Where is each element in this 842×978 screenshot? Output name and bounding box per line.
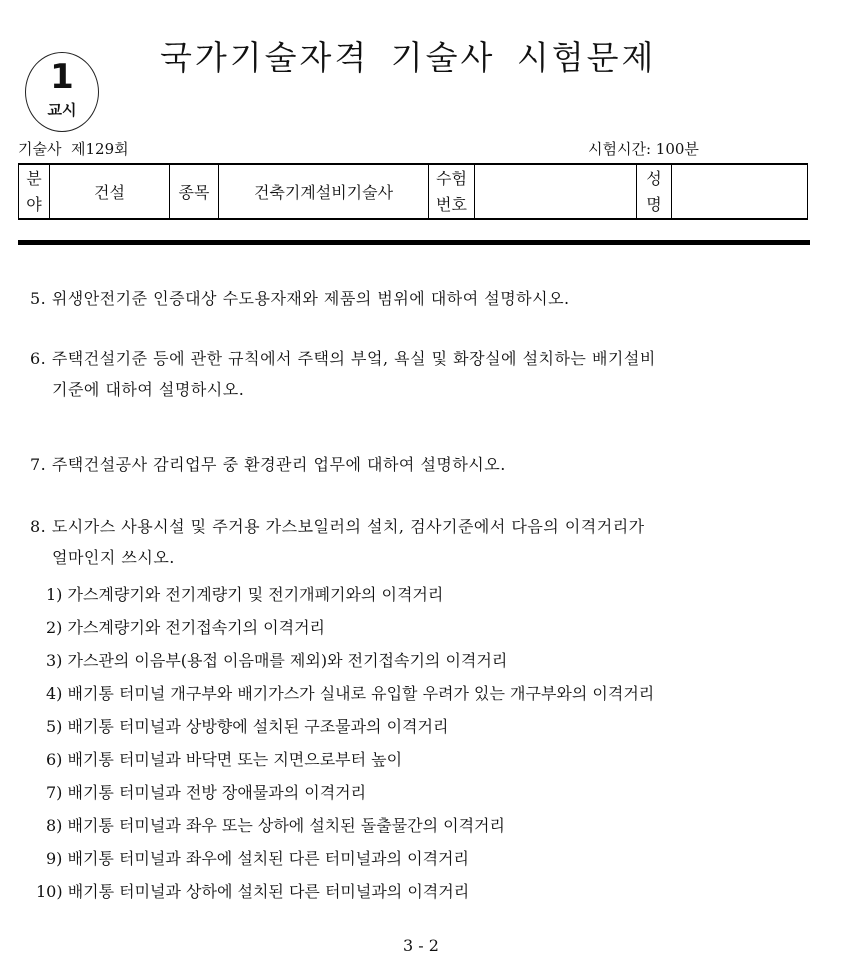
name-label: 성 명 xyxy=(637,164,672,219)
session-badge xyxy=(25,52,99,132)
sub-item: 10) 배기통 터미널과 상하에 설치된 다른 터미널과의 이격거리 xyxy=(36,882,470,901)
field-label: 분 야 xyxy=(19,164,50,219)
exam-time: 시험시간: 100분 xyxy=(588,140,699,158)
sub-item: 7) 배기통 터미널과 전방 장애물과의 이격거리 xyxy=(46,783,367,802)
question-8: 8. 도시가스 사용시설 및 주거용 가스보일러의 설치, 검사기준에서 다음의 이격거리가 xyxy=(30,517,645,536)
sub-item: 8) 배기통 터미널과 좌우 또는 상하에 설치된 돌출물간의 이격거리 xyxy=(46,816,505,835)
sub-item: 2) 가스계량기와 전기접속기의 이격거리 xyxy=(46,618,325,637)
sub-item: 6) 배기통 터미널과 바닥면 또는 지면으로부터 높이 xyxy=(46,750,403,769)
sub-item: 9) 배기통 터미널과 좌우에 설치된 다른 터미널과의 이격거리 xyxy=(46,849,469,868)
exam-no-label: 수험 번호 xyxy=(429,164,475,219)
page-title: 국가기술자격 기술사 시험문제 xyxy=(160,38,657,77)
page-number: 3 - 2 xyxy=(403,936,439,955)
sub-item: 3) 가스관의 이음부(용접 이음매를 제외)와 전기접속기의 이격거리 xyxy=(46,651,508,670)
category-value: 건축기계설비기술사 xyxy=(219,164,429,219)
name-value[interactable] xyxy=(672,164,808,219)
question-6-cont: 기준에 대하여 설명하시오. xyxy=(52,380,245,399)
exam-round: 기술사 제129회 xyxy=(18,140,129,158)
question-7: 7. 주택건설공사 감리업무 중 환경관리 업무에 대하여 설명하시오. xyxy=(30,455,506,474)
sub-item: 1) 가스계량기와 전기계량기 및 전기개폐기와의 이격거리 xyxy=(46,585,444,604)
sub-item: 4) 배기통 터미널 개구부와 배기가스가 실내로 유입할 우려가 있는 개구부와의 이격거리 xyxy=(46,684,655,703)
category-label: 종목 xyxy=(170,164,219,219)
sub-item: 5) 배기통 터미널과 상방향에 설치된 구조물과의 이격거리 xyxy=(46,717,449,736)
field-value: 건설 xyxy=(50,164,170,219)
session-number: 1 xyxy=(50,57,74,97)
session-label: 교시 xyxy=(47,101,77,119)
question-5: 5. 위생안전기준 인증대상 수도용자재와 제품의 범위에 대하여 설명하시오. xyxy=(30,289,570,308)
exam-no-value[interactable] xyxy=(475,164,637,219)
divider xyxy=(18,240,810,245)
question-8-cont: 얼마인지 쓰시오. xyxy=(52,548,175,567)
info-table xyxy=(18,163,808,220)
question-6: 6. 주택건설기준 등에 관한 규칙에서 주택의 부엌, 욕실 및 화장실에 설치하는 배기설비 xyxy=(30,349,656,368)
